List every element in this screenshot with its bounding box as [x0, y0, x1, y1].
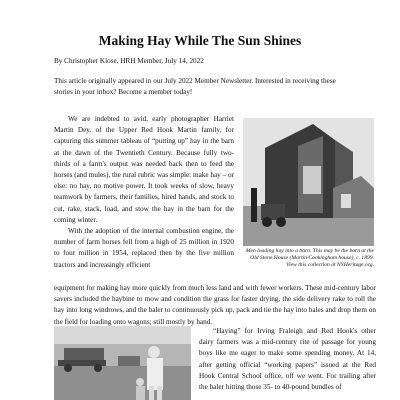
right-column-text — [199, 326, 376, 393]
article-byline: By Christopher Klose, HRH Member, July 14, 2022 — [54, 57, 204, 65]
paragraph-2: With the adoption of the internal combustion engine, the number of farm horses fell from a high of 25 million in 1920 to four million in 1954, replaced then by the five million tractors and increasingly efficient — [54, 227, 234, 269]
left-column-text — [54, 114, 234, 271]
paragraph-3: “Haying” for Irving Fraleigh and Red Hook's other dairy farmers was a mid-century rite of passage for young boys like me eager to make some spending money. At 14, after getting official “working papers” issued at the Red Hook Central School office, off we went. For trailing after the baler hitting those 35- to 40-pound bundles of — [199, 327, 376, 392]
paragraph-1: We are indebted to avid, early photographer Harriet Martin Dey, of the Upper Red Hook Martin family, for capturing this summer tableau of “putting up” hay in the barn at the dawn of the Twentieth Century. Because fully two-thirds of a farm's output was needed back then to feed the horses (and mules), the rural rubric was simple: make hay – or else: no hay, no motive power. It took weeks of slow, heavy teamwork by farmers, their families, hired hands, and stock to cut, rake, stack, load, and stow the hay in the barn for the coming winter. — [54, 115, 234, 224]
article-intro: This article originally appeared in our July 2022 Member Newsletter. Interested in receiving these stories in your inbox? Become a member today! — [54, 77, 336, 96]
barn-photo — [243, 118, 374, 246]
haying-photo — [54, 326, 191, 400]
haying-photo-image — [54, 326, 191, 400]
article-title: Making Hay While The Sun Shines — [98, 33, 302, 48]
wide-paragraph: equipment for making hay more quickly from much less land and with fewer workers. These mid-century labor savers included the haybine to mow and condition the grass for faster drying, the side delivery rake to roll the hay into long windrows, and the baler to continuously pick up, pack and tie the hay into bales and drop them on the field for loading onto wagons; still mostly by hand. — [54, 284, 376, 326]
barn-photo-caption: Men loading hay into a barn. This may be the barn at the Old Stone House (Martin/Cookingham house), c. 1899. View this collection at NYHeritage.org. — [245, 248, 374, 268]
barn-photo-image — [243, 118, 374, 246]
